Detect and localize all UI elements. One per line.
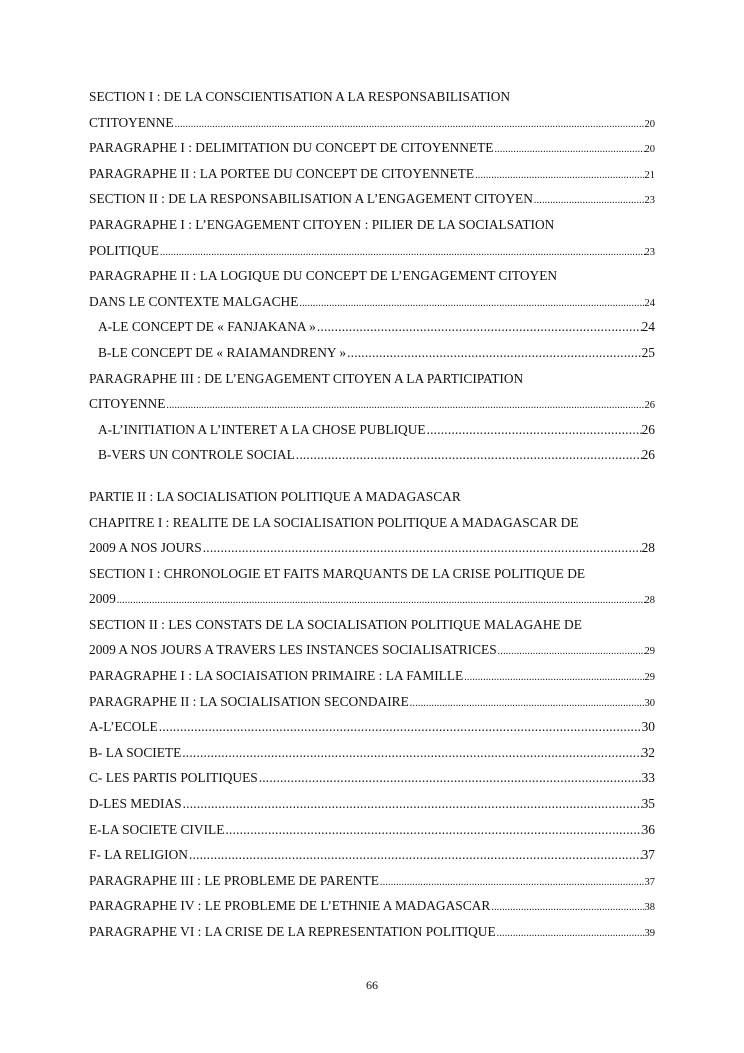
- dot-leader: [181, 740, 641, 766]
- dot-leader: [116, 588, 645, 614]
- dot-leader: [158, 714, 642, 740]
- toc-entry-title: CTITOYENNE: [89, 114, 174, 130]
- toc-entry-page: 23: [644, 195, 655, 207]
- toc-entry-page: 24: [641, 319, 655, 335]
- toc-entry-page: 20: [644, 144, 655, 156]
- toc-entry: [89, 586, 655, 612]
- toc-entry: [89, 817, 655, 843]
- dot-leader: [188, 842, 642, 868]
- toc-entry-title: PARAGRAPHE VI : LA CRISE DE LA REPRESENTATION POLITIQUE: [89, 924, 496, 939]
- toc-entry-title: B-VERS UN CONTROLE SOCIAL: [98, 447, 295, 463]
- toc-entry-title: 2009 A NOS JOURS: [89, 540, 202, 556]
- toc-entry: [89, 161, 655, 187]
- toc-entry-page: 37: [644, 876, 655, 888]
- dot-leader: [165, 393, 644, 419]
- toc-entry-page: 29: [644, 672, 655, 684]
- toc-entry: [89, 765, 655, 791]
- toc-entry-page: 24: [644, 297, 655, 309]
- toc-entry: [89, 637, 655, 663]
- toc-entry-page: 21: [644, 169, 655, 181]
- toc-entry-title: C- LES PARTIS POLITIQUES: [89, 770, 258, 786]
- toc-entry-page: 28: [641, 540, 655, 556]
- toc-entry-title: PARTIE II : LA SOCIALISATION POLITIQUE A MADAGASCAR: [89, 488, 461, 504]
- dot-leader: [496, 921, 645, 947]
- toc-entry: [89, 791, 655, 817]
- toc-entry: [89, 110, 655, 136]
- toc-entry-title: SECTION I : DE LA CONSCIENTISATION A LA RESPONSABILISATION: [89, 89, 511, 104]
- toc-entry-page: 26: [641, 447, 655, 463]
- toc-entry-title: CHAPITRE I : REALITE DE LA SOCIALISATION POLITIQUE A MADAGASCAR DE: [89, 514, 579, 530]
- toc-entry-title: PARAGRAPHE III : DE L’ENGAGEMENT CITOYEN A LA PARTICIPATION: [89, 370, 524, 386]
- dot-leader: [426, 417, 642, 443]
- toc-entry: [89, 689, 655, 715]
- toc-entry-title: A-LE CONCEPT DE « FANJAKANA »: [98, 319, 316, 335]
- toc-entry: [89, 314, 655, 340]
- toc-entry-title: PARAGRAPHE I : LA SOCIAISATION PRIMAIRE : LA FAMILLE: [89, 668, 464, 684]
- toc-entry-page: 29: [644, 646, 655, 658]
- dot-leader: [493, 137, 644, 163]
- table-of-contents: [89, 84, 655, 945]
- toc-entry: [89, 212, 655, 238]
- toc-entry-page: 33: [641, 770, 655, 786]
- toc-entry-page: 28: [644, 595, 655, 607]
- toc-entry-page: 35: [641, 796, 655, 812]
- toc-entry-title: SECTION I : CHRONOLOGIE ET FAITS MARQUANTS DE LA CRISE POLITIQUE DE: [89, 565, 586, 581]
- toc-entry-title: E-LA SOCIETE CIVILE: [89, 821, 225, 837]
- toc-entry: [89, 391, 655, 417]
- toc-entry: [89, 561, 655, 587]
- dot-leader: [497, 639, 645, 665]
- dot-leader: [474, 163, 644, 189]
- toc-entry-title: A-L’ECOLE: [89, 719, 158, 735]
- toc-entry: [89, 714, 655, 740]
- dot-leader: [346, 340, 642, 366]
- toc-entry-page: 26: [641, 421, 655, 437]
- toc-entry: [89, 238, 655, 264]
- toc-entry: [89, 868, 655, 894]
- toc-entry-title: POLITIQUE: [89, 242, 159, 258]
- toc-entry: [89, 663, 655, 689]
- toc-entry-title: DANS LE CONTEXTE MALGACHE: [89, 293, 299, 309]
- toc-entry-title: PARAGRAPHE II : LA LOGIQUE DU CONCEPT DE L’ENGAGEMENT CITOYEN: [89, 268, 558, 284]
- toc-entry-title: SECTION II : LES CONSTATS DE LA SOCIALISATION POLITIQUE MALAGAHE DE: [89, 616, 582, 632]
- toc-entry-title: D-LES MEDIAS: [89, 796, 182, 812]
- toc-entry: [89, 484, 655, 510]
- toc-entry-title: F- LA RELIGION: [89, 847, 188, 863]
- toc-entry: [89, 135, 655, 161]
- toc-entry-title: CITOYENNE: [89, 396, 166, 412]
- toc-entry: [89, 612, 655, 638]
- toc-entry-title: A-L’INITIATION A L’INTERET A LA CHOSE PUBLIQUE: [98, 421, 426, 437]
- dot-leader: [174, 112, 645, 138]
- dot-leader: [409, 691, 645, 717]
- toc-entry: [89, 289, 655, 315]
- toc-entry-title: PARAGRAPHE I : L’ENGAGEMENT CITOYEN : PILIER DE LA SOCIALSATION: [89, 216, 555, 232]
- toc-entry-title: PARAGRAPHE IV : LE PROBLEME DE L’ETHNIE A MADAGASCAR: [89, 898, 491, 914]
- toc-entry-title: B- LA SOCIETE: [89, 744, 182, 760]
- toc-entry: [89, 919, 655, 945]
- toc-entry-page: 25: [641, 344, 655, 360]
- toc-entry-title: B-LE CONCEPT DE « RAIAMANDRENY »: [98, 344, 347, 360]
- toc-entry-page: 36: [641, 821, 655, 837]
- toc-entry: [89, 535, 655, 561]
- dot-leader: [182, 791, 642, 817]
- toc-entry: [89, 263, 655, 289]
- toc-entry: [89, 417, 655, 443]
- toc-entry-title: 2009 A NOS JOURS A TRAVERS LES INSTANCES SOCIALISATRICES: [89, 642, 497, 658]
- toc-entry-page: 37: [641, 847, 655, 863]
- toc-entry-page: 38: [644, 902, 655, 914]
- dot-leader: [159, 240, 645, 266]
- toc-entry: [89, 893, 655, 919]
- toc-entry: [89, 366, 655, 392]
- toc-entry-title: PARAGRAPHE I : DELIMITATION DU CONCEPT DE CITOYENNETE: [89, 140, 494, 156]
- toc-entry: [89, 842, 655, 868]
- toc-entry: [89, 442, 655, 468]
- dot-leader: [202, 535, 642, 561]
- toc-entry: [89, 84, 655, 110]
- toc-entry-page: 30: [644, 697, 655, 709]
- toc-entry: [89, 340, 655, 366]
- toc-entry-page: 39: [644, 928, 655, 939]
- toc-entry: [89, 740, 655, 766]
- toc-entry-title: PARAGRAPHE II : LA PORTEE DU CONCEPT DE CITOYENNETE: [89, 165, 475, 181]
- toc-entry-page: 23: [644, 246, 655, 258]
- dot-leader: [224, 817, 641, 843]
- toc-entry-title: PARAGRAPHE III : LE PROBLEME DE PARENTE: [89, 872, 379, 888]
- toc-entry-title: PARAGRAPHE II : LA SOCIALISATION SECONDAIRE: [89, 693, 409, 709]
- dot-leader: [316, 314, 642, 340]
- toc-entry-page: 30: [641, 719, 655, 735]
- dot-leader: [295, 442, 642, 468]
- toc-entry-title: 2009: [89, 591, 116, 607]
- toc-entry-title: SECTION II : DE LA RESPONSABILISATION A L’ENGAGEMENT CITOYEN: [89, 191, 533, 207]
- dot-leader: [298, 291, 644, 317]
- dot-leader: [379, 870, 645, 896]
- toc-entry-page: 26: [644, 400, 655, 412]
- dot-leader: [490, 895, 644, 921]
- toc-entry-page: 32: [641, 744, 655, 760]
- toc-entry: [89, 510, 655, 536]
- dot-leader: [463, 665, 644, 691]
- dot-leader: [533, 188, 645, 214]
- page-number: 66: [366, 978, 378, 992]
- toc-entry-page: 20: [644, 118, 655, 130]
- dot-leader: [258, 765, 642, 791]
- toc-entry: [89, 186, 655, 212]
